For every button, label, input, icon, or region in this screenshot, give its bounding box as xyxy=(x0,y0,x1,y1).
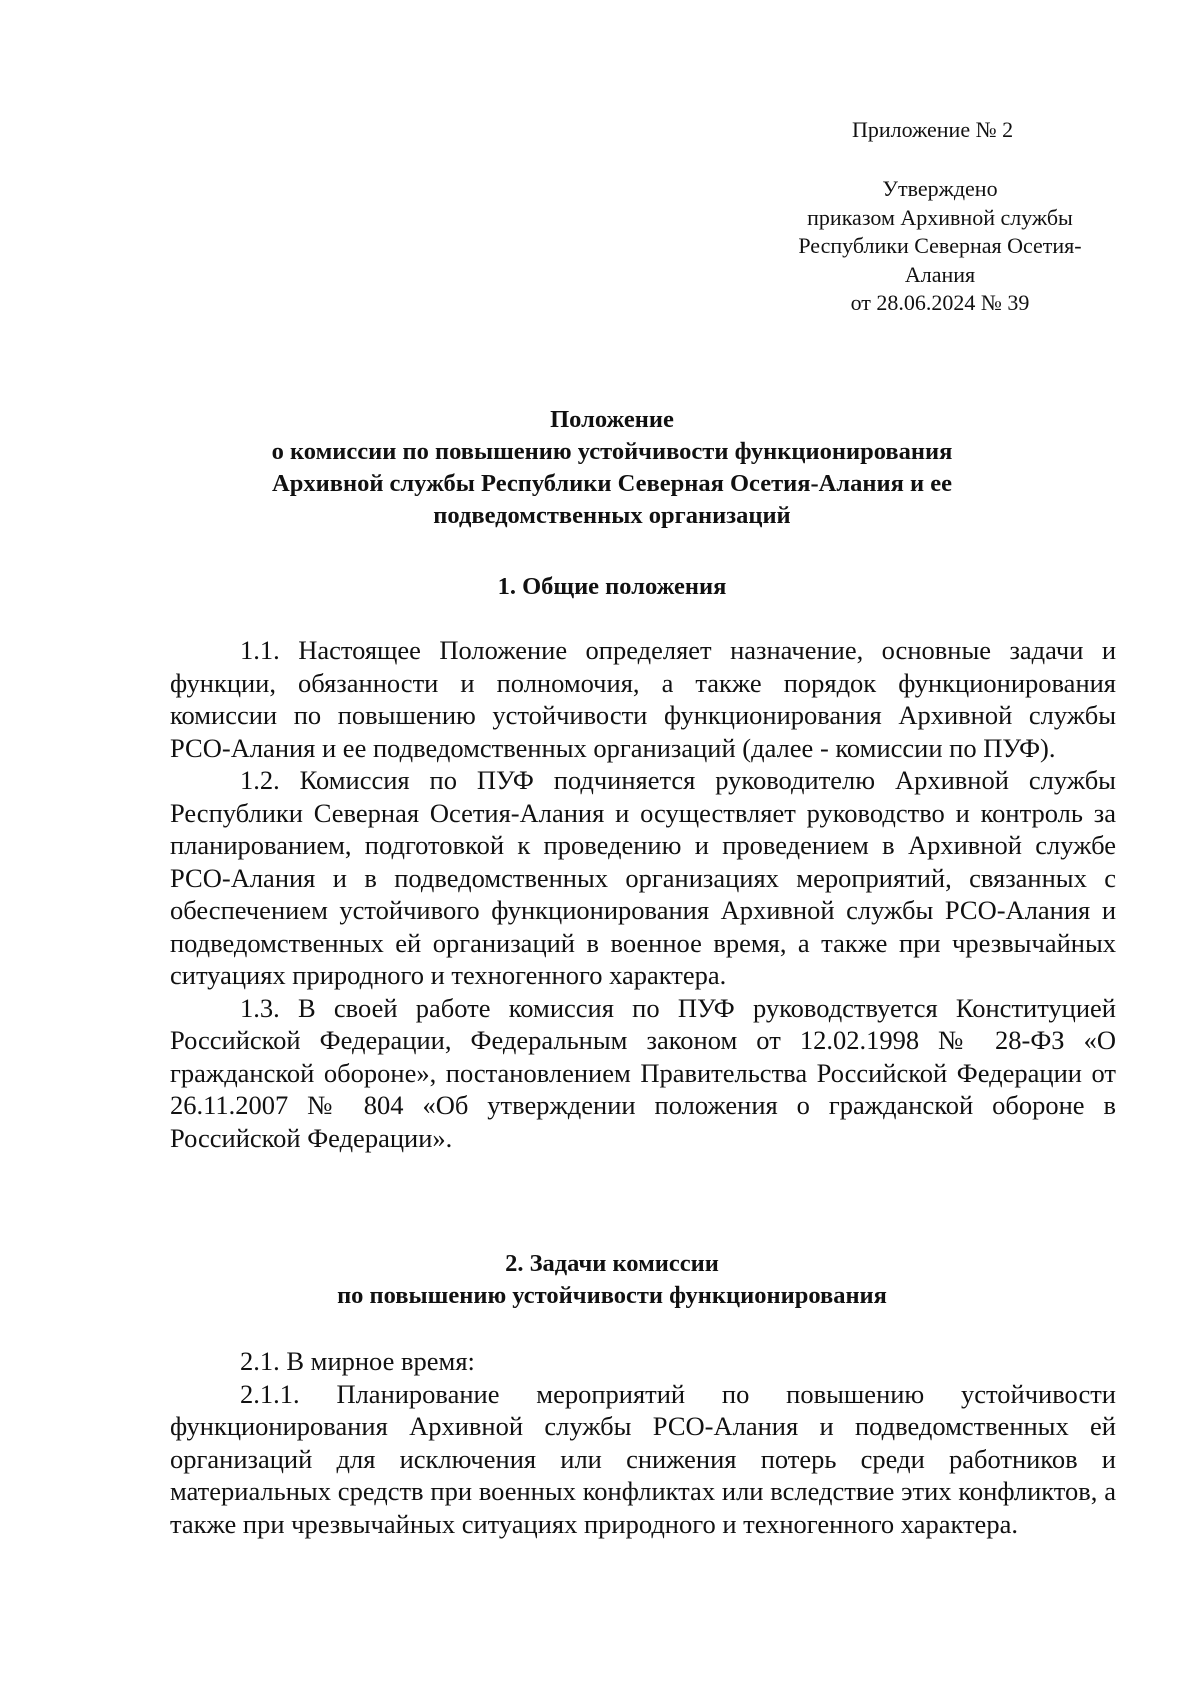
paragraph-1-1: 1.1. Настоящее Положение определяет назначение, основные задачи и функции, обязанности и полномочия, а также порядок функционирования комиссии по повышению устойчивости функционирования Архивной службы РСО-Алания и ее подведомственных организаций (далее - комиссии по ПУФ). xyxy=(170,635,1116,763)
title-line: о комиссии по повышению устойчивости функционирования xyxy=(271,438,953,465)
section-heading-line: 1. Общие положения xyxy=(497,573,727,600)
title-line: Архивной службы Республики Северная Осетия-Алания и ее xyxy=(272,470,952,497)
approval-line: приказом Архивной службы xyxy=(807,204,1073,230)
approval-line: Алания xyxy=(904,261,976,287)
paragraph-2-1-1: 2.1.1. Планирование мероприятий по повышению устойчивости функционирования Архивной службы РСО-Алания и подведомственных ей организаций для исключения или снижения потерь среди работников и материальных средств при военных конфликтах или вследствие этих конфликтов, а также при чрезвычайных ситуациях природного и техногенного характера. xyxy=(170,1378,1116,1539)
approval-line: от 28.06.2024 № 39 xyxy=(850,290,1030,315)
approval-line: Республики Северная Осетия- xyxy=(798,233,1082,258)
appendix-label: Приложение № 2 xyxy=(852,117,1014,142)
approval-line: Утверждено xyxy=(882,176,998,201)
title-line: подведомственных организаций xyxy=(433,502,791,529)
paragraph-1-3: 1.3. В своей работе комиссия по ПУФ руководствуется Конституцией Российской Федерации, Федеральным законом от 12.02.1998 № 28-ФЗ «О гражданской обороне», постановлением Правительства Российской Федерации от 26.11.2007 № 804 «Об утверждении положения о гражданской обороне в Российской Федерации». xyxy=(170,992,1116,1153)
section-heading-line: 2. Задачи комиссии xyxy=(505,1250,719,1277)
section-2-heading xyxy=(168,1248,1056,1312)
section-1-body xyxy=(170,634,1116,1154)
paragraph-1-2: 1.2. Комиссия по ПУФ подчиняется руководителю Архивной службы Республики Северная Осетия-Алания и осуществляет руководство и контроль за планированием, подготовкой к проведению и проведением в Архивной службе РСО-Алания и в подведомственных организациях мероприятий, связанных с обеспечением устойчивого функционирования Архивной службы РСО-Алания и подведомственных ей организаций в военное время, а также при чрезвычайных ситуациях природного и техногенного характера. xyxy=(170,765,1116,990)
section-heading-line: по повышению устойчивости функционирования xyxy=(337,1282,887,1309)
subheading-2-1: 2.1. В мирное время: xyxy=(240,1346,475,1376)
section-1-heading xyxy=(168,571,1056,603)
approval-block xyxy=(770,175,1110,318)
title-line: Положение xyxy=(550,406,674,433)
section-2-body xyxy=(170,1345,1116,1540)
document-title xyxy=(168,404,1056,532)
